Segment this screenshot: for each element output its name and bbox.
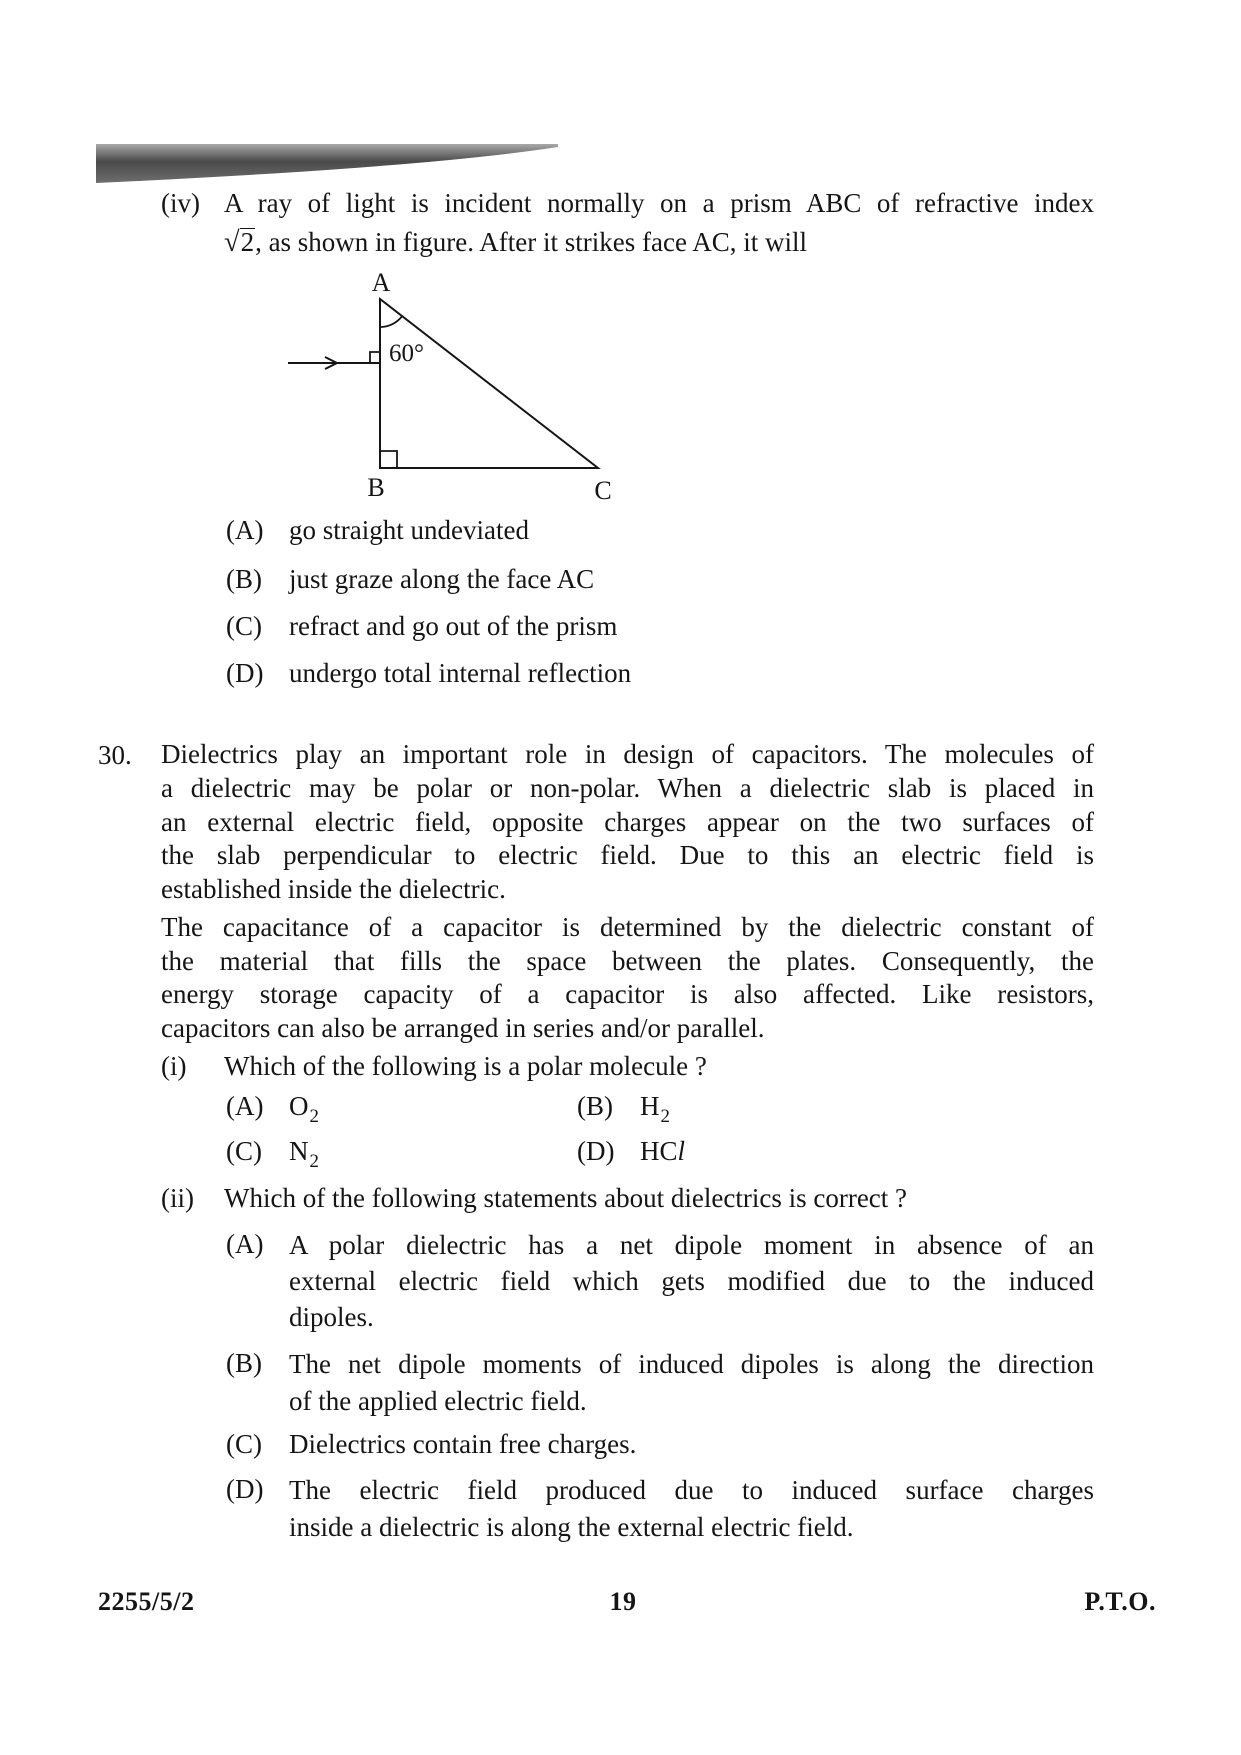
vertex-label-a: A bbox=[371, 268, 391, 297]
option-line: external electric field which gets modified due to the induced bbox=[289, 1266, 1094, 1296]
option-formula-i-d bbox=[640, 1134, 685, 1168]
option-label-iv-d: (D) bbox=[226, 658, 264, 688]
option-label-i-a: (A) bbox=[226, 1091, 264, 1121]
option-label-ii-a: (A) bbox=[226, 1229, 264, 1259]
part-label-iv: (iv) bbox=[161, 188, 200, 218]
option-formula-i-c bbox=[289, 1134, 319, 1172]
option-text-iv-a: go straight undeviated bbox=[289, 515, 529, 545]
option-text-ii-a bbox=[289, 1227, 1094, 1335]
option-line: The net dipole moments of induced dipoles is along the direction bbox=[289, 1349, 1094, 1379]
option-text-ii-b bbox=[289, 1346, 1094, 1420]
paper-code: 2255/5/2 bbox=[98, 1587, 195, 1616]
q30-paragraph-1 bbox=[161, 738, 1094, 907]
formula-italic-suffix: l bbox=[677, 1136, 686, 1166]
option-line: inside a dielectric is along the external electric field. bbox=[289, 1512, 854, 1542]
option-label-ii-b: (B) bbox=[226, 1348, 262, 1378]
paragraph-line: an external electric field, opposite charges appear on the two surfaces of bbox=[161, 806, 1094, 837]
option-line: The electric field produced due to induced surface charges bbox=[289, 1475, 1094, 1505]
formula-subscript: 2 bbox=[660, 1105, 670, 1127]
part-label-ii: (ii) bbox=[161, 1183, 194, 1213]
formula-base: N bbox=[289, 1136, 309, 1166]
sqrt-symbol: √ bbox=[224, 227, 240, 258]
question-iv-text bbox=[224, 186, 1094, 220]
option-line: A polar dielectric has a net dipole moment in absence of an bbox=[289, 1230, 1094, 1260]
option-line: Dielectrics contain free charges. bbox=[289, 1429, 637, 1459]
option-line: dipoles. bbox=[289, 1302, 374, 1332]
paragraph-line: the material that fills the space between the plates. Consequently, the bbox=[161, 945, 1094, 976]
header-band-shape bbox=[96, 144, 558, 183]
angle-label-a: 60° bbox=[389, 340, 424, 367]
paragraph-line: established inside the dielectric. bbox=[161, 874, 506, 905]
question-iv-line-2-text: , as shown in figure. After it strikes face AC, it will bbox=[255, 227, 807, 257]
please-turn-over: P.T.O. bbox=[1084, 1587, 1156, 1616]
option-label-iv-a: (A) bbox=[226, 515, 264, 545]
prism-figure bbox=[270, 265, 620, 505]
question-iv-line-2 bbox=[224, 225, 1094, 259]
formula-subscript: 2 bbox=[309, 1105, 319, 1127]
option-label-ii-c: (C) bbox=[226, 1429, 262, 1459]
option-text-iv-d: undergo total internal reflection bbox=[289, 658, 632, 688]
paragraph-line: The capacitance of a capacitor is determined by the dielectric constant of bbox=[161, 912, 1094, 942]
formula-base: HC bbox=[640, 1136, 678, 1166]
option-text-iv-b: just graze along the face AC bbox=[289, 564, 595, 594]
paragraph-line: energy storage capacity of a capacitor is also affected. Like resistors, bbox=[161, 979, 1094, 1010]
paragraph-line: a dielectric may be polar or non-polar. When a dielectric slab is placed in bbox=[161, 772, 1094, 803]
option-label-i-d: (D) bbox=[577, 1136, 615, 1166]
question-i-text: Which of the following is a polar molecule ? bbox=[224, 1051, 707, 1081]
formula-subscript: 2 bbox=[309, 1150, 319, 1172]
question-iv-line-1: A ray of light is incident normally on a prism ABC of refractive index bbox=[224, 188, 1094, 218]
option-text-ii-c bbox=[289, 1427, 1094, 1461]
part-label-i: (i) bbox=[161, 1051, 187, 1081]
q30-paragraph-2 bbox=[161, 911, 1094, 1046]
question-ii-text: Which of the following statements about dielectrics is correct ? bbox=[224, 1183, 908, 1213]
header-band bbox=[0, 0, 600, 200]
vertex-label-b: B bbox=[367, 473, 385, 502]
question-number-30: 30. bbox=[98, 740, 132, 770]
option-text-iv-c: refract and go out of the prism bbox=[289, 611, 618, 641]
option-label-iv-b: (B) bbox=[226, 564, 262, 594]
formula-base: H bbox=[640, 1091, 660, 1121]
option-label-iv-c: (C) bbox=[226, 611, 262, 641]
angle-arc-a bbox=[380, 316, 402, 327]
paragraph-line: Dielectrics play an important role in design of capacitors. The molecules of bbox=[161, 739, 1094, 769]
paragraph-line: the slab perpendicular to electric field. Due to this an electric field is bbox=[161, 840, 1094, 871]
option-label-ii-d: (D) bbox=[226, 1474, 264, 1504]
sqrt-radicand: 2 bbox=[240, 227, 255, 257]
option-line: of the applied electric field. bbox=[289, 1386, 587, 1416]
option-formula-i-a bbox=[289, 1089, 319, 1127]
vertex-label-c: C bbox=[594, 476, 612, 505]
formula-base: O bbox=[289, 1091, 309, 1121]
option-text-ii-d bbox=[289, 1472, 1094, 1546]
option-label-i-b: (B) bbox=[577, 1091, 613, 1121]
right-angle-marker-b bbox=[380, 451, 397, 468]
option-label-i-c: (C) bbox=[226, 1136, 262, 1166]
option-formula-i-b bbox=[640, 1089, 670, 1127]
page-number: 19 bbox=[609, 1587, 637, 1616]
normal-incidence-marker bbox=[370, 352, 380, 363]
prism-triangle bbox=[380, 299, 598, 468]
paragraph-line: capacitors can also be arranged in series and/or parallel. bbox=[161, 1013, 765, 1044]
